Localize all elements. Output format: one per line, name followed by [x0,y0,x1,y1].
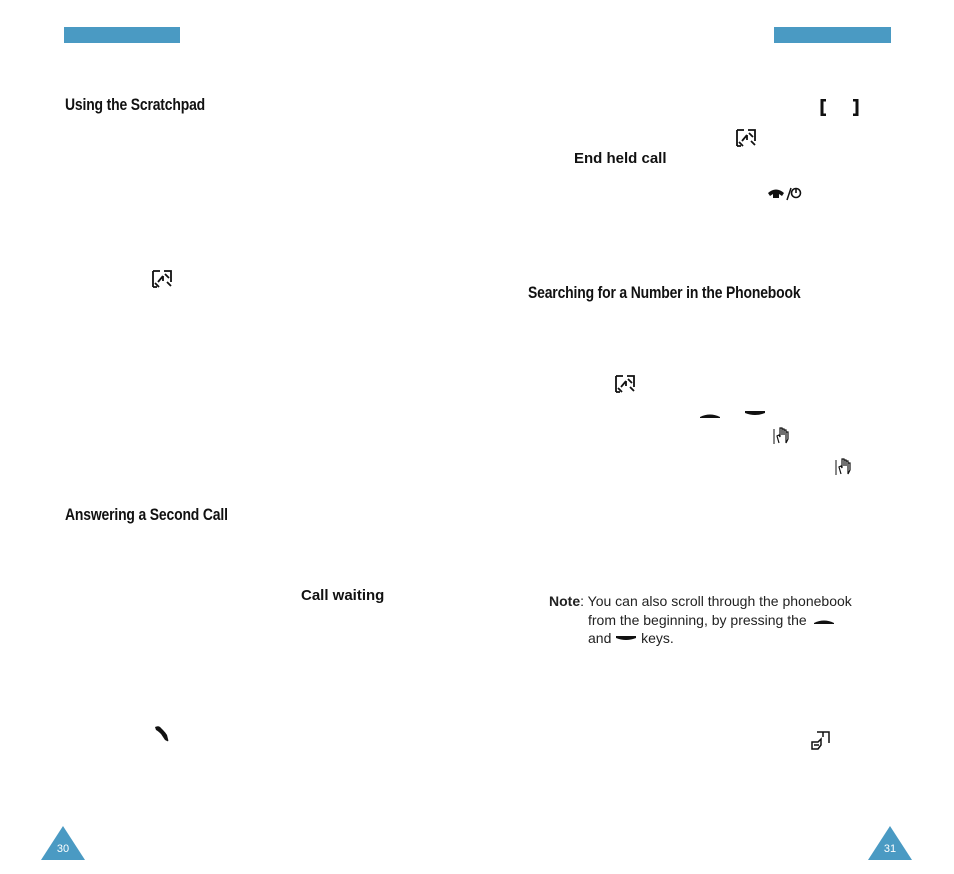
send-key-icon [153,725,172,743]
hand-pointer-icon [773,425,793,445]
note-line-2 [588,611,888,630]
scroll-up-key-icon [699,411,721,419]
note-body [588,611,888,648]
second-call-heading: Answering a Second Call [65,505,228,524]
note-line-3-keys: keys. [641,630,674,646]
scroll-down-key-icon [744,410,766,418]
back-softkey-icon [809,731,831,751]
menu-softkey-icon [615,375,635,394]
end-power-key-icon [766,185,802,202]
scroll-down-key-icon [615,635,637,643]
scroll-up-key-icon [813,617,835,625]
header-bar-right [774,27,891,43]
note-line-3-and: and [588,630,612,646]
note-label: Note [549,593,581,609]
scratchpad-heading: Using the Scratchpad [65,95,206,114]
hand-pointer-icon [835,456,855,476]
menu-softkey-icon [736,129,756,148]
page-number-left: 30 [56,843,70,855]
header-bar-left [64,27,180,43]
note-block [549,592,889,652]
note-line-3 [588,629,888,648]
page-number-right: 31 [883,843,897,855]
note-line-1: : You can also scroll through the phonebook [580,593,852,609]
call-waiting-label: Call waiting [301,587,385,604]
end-held-call-label: End held call [574,150,667,167]
menu-softkey-icon [152,270,172,289]
phonebook-heading: Searching for a Number in the Phonebook [528,283,801,302]
note-line-2-text: from the beginning, by pressing the [588,611,807,628]
bracket-key-icon [820,99,860,116]
